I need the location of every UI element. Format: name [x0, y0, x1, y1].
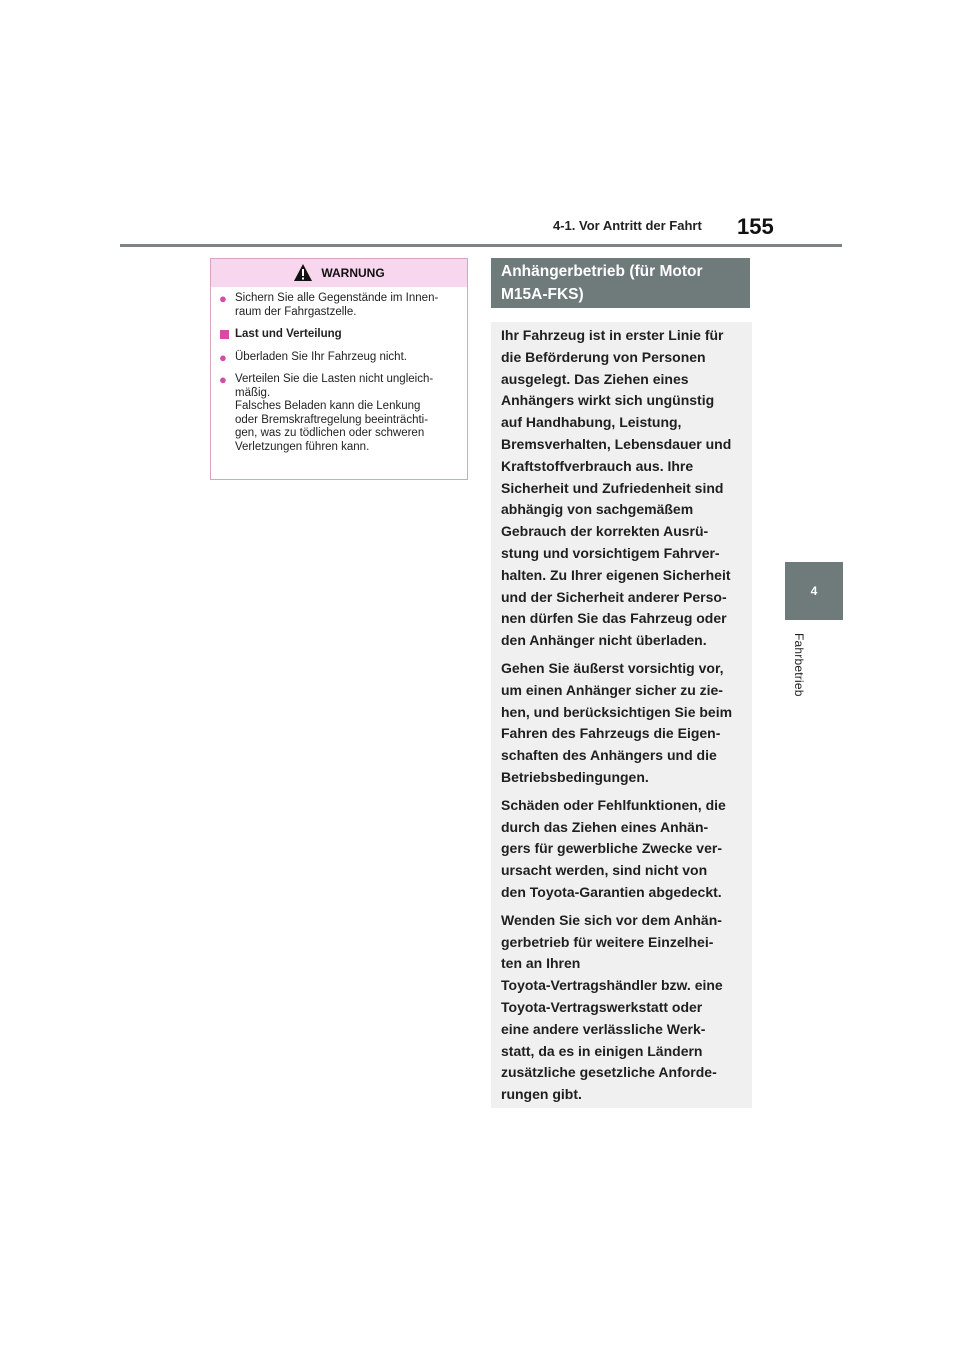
section-title-line: M15A-FKS): [501, 286, 584, 303]
paragraph-line: abhängig von sachgemäßem: [501, 501, 694, 518]
paragraph: [501, 658, 742, 789]
paragraph: [501, 910, 742, 1106]
warning-title: WARNUNG: [321, 266, 385, 280]
paragraph: [501, 795, 742, 904]
pink-square-bullet-icon: [219, 328, 235, 342]
section-content: [491, 322, 752, 1108]
warning-item: [219, 292, 459, 319]
paragraph-line: eine andere verlässliche Werk-: [501, 1020, 706, 1037]
page-number: 155: [737, 214, 774, 239]
paragraph-line: durch das Ziehen eines Anhän-: [501, 818, 709, 835]
paragraph-line: schaften des Anhängers und die: [501, 747, 717, 764]
paragraph-line: die Beförderung von Personen: [501, 348, 706, 365]
pink-dot-bullet-icon: ●: [219, 372, 227, 387]
paragraph-line: Ihr Fahrzeug ist in erster Linie für: [501, 327, 724, 343]
paragraph-line: Kraftstoffverbrauch aus. Ihre: [501, 457, 694, 474]
chapter-tab-label: Fahrbetrieb: [792, 633, 806, 697]
paragraph-line: ursacht werden, sind nicht von: [501, 862, 708, 879]
paragraph-line: nen dürfen Sie das Fahrzeug oder: [501, 610, 727, 627]
warning-header: [211, 259, 467, 287]
paragraph-line: Toyota-Vertragshändler bzw. eine: [501, 977, 723, 994]
paragraph-line: Betriebsbedingungen.: [501, 768, 649, 785]
paragraph-line: Wenden Sie sich vor dem Anhän-: [501, 911, 722, 928]
warning-item-text: Überladen Sie Ihr Fahrzeug nicht.: [235, 350, 407, 363]
paragraph-line: auf Handhabung, Leistung,: [501, 414, 682, 431]
warning-triangle-icon: [293, 263, 313, 283]
pink-dot-bullet-icon: ●: [219, 291, 227, 306]
paragraph-line: Gebrauch der korrekten Ausrü-: [501, 523, 709, 540]
section-title-line: Anhängerbetrieb (für Motor: [501, 263, 703, 280]
chapter-tab: 4: [785, 562, 843, 620]
paragraph-line: den Anhänger nicht überladen.: [501, 632, 707, 649]
section-title: [491, 258, 750, 308]
paragraph-line: Gehen Sie äußerst vorsichtig vor,: [501, 659, 724, 676]
paragraph-line: den Toyota-Garantien abgedeckt.: [501, 883, 722, 900]
paragraph-line: stung und vorsichtigem Fahrver-: [501, 544, 720, 561]
paragraph-line: Anhängers wirkt sich ungünstig: [501, 392, 715, 409]
paragraph-line: Sicherheit und Zufriedenheit sind: [501, 479, 724, 496]
paragraph-line: ten an Ihren: [501, 955, 581, 972]
paragraph-line: und der Sicherheit anderer Perso-: [501, 588, 727, 605]
warning-subheading-text: Last und Verteilung: [235, 328, 342, 340]
paragraph-line: statt, da es in einigen Ländern: [501, 1042, 703, 1059]
warning-box: [210, 258, 468, 480]
paragraph-line: gers für gewerbliche Zwecke ver-: [501, 840, 722, 857]
paragraph-line: Schäden oder Fehlfunktionen, die: [501, 796, 726, 813]
paragraph-line: hen, und berücksichtigen Sie beim: [501, 703, 733, 720]
warning-item-text: Sichern Sie alle Gegenstände im Innen- raum der Fahrgastzelle.: [235, 292, 439, 318]
paragraph-line: gerbetrieb für weitere Einzelhei-: [501, 933, 714, 950]
paragraph-line: rungen gibt.: [501, 1086, 582, 1103]
warning-subheading: [219, 328, 459, 342]
paragraph-line: um einen Anhänger sicher zu zie-: [501, 681, 723, 698]
warning-item: [219, 351, 459, 365]
paragraph-line: Bremsverhalten, Lebensdauer und: [501, 435, 732, 452]
paragraph-line: ausgelegt. Das Ziehen eines: [501, 370, 689, 387]
paragraph-line: Toyota-Vertragswerkstatt oder: [501, 998, 703, 1015]
paragraph-line: halten. Zu Ihrer eigenen Sicherheit: [501, 566, 731, 583]
paragraph: [501, 325, 742, 652]
header-section-title: 4-1. Vor Antritt der Fahrt: [553, 218, 702, 233]
header-divider: [120, 244, 842, 247]
warning-item: [219, 373, 459, 454]
warning-item-text: Verteilen Sie die Lasten nicht ungleich- mäßig. Falsches Beladen kann die Lenkung oder Bremskraftregelung beeinträchti- gen, was zu tödlichen oder schweren Verletzungen führen kann.: [235, 373, 434, 453]
warning-body: [211, 287, 467, 454]
pink-dot-bullet-icon: ●: [219, 349, 227, 365]
paragraph-line: zusätzliche gesetzliche Anforde-: [501, 1064, 717, 1081]
paragraph-line: Fahren des Fahrzeugs die Eigen-: [501, 725, 721, 742]
